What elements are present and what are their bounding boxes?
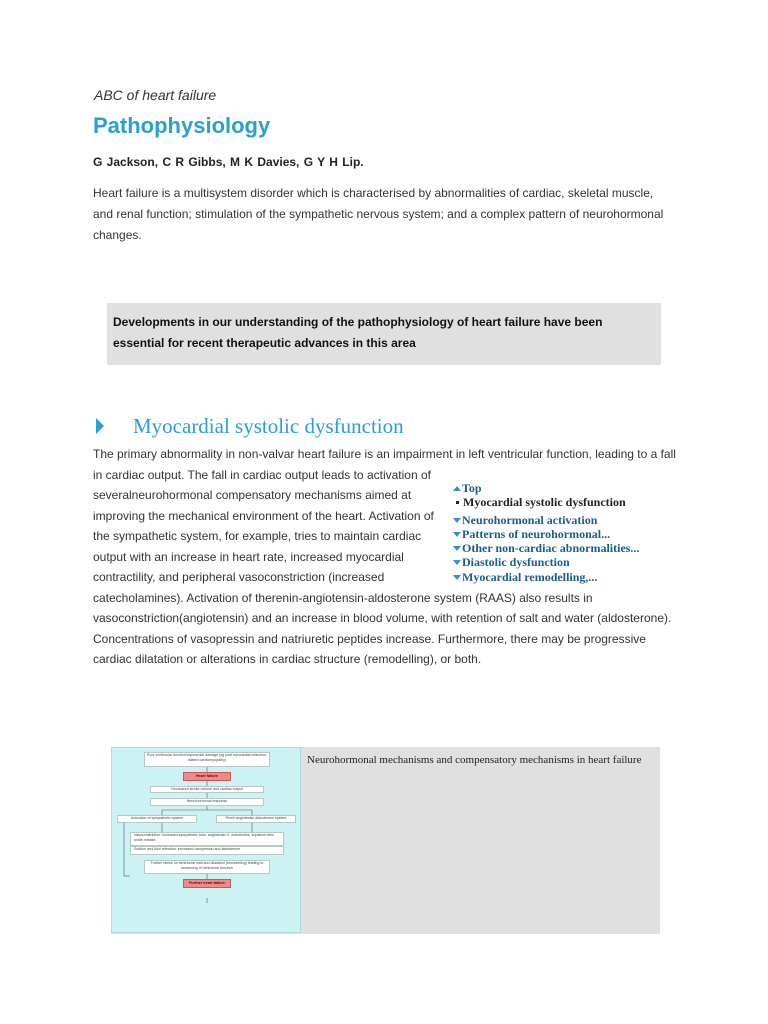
table-of-contents	[453, 481, 639, 584]
arrow-down-icon	[453, 532, 461, 537]
arrow-up-icon	[453, 486, 461, 491]
flow-sodium-retention: Sodium and fluid retention: increased vasopressin and aldosterone	[130, 846, 284, 855]
flow-further-stress: Further stress on ventricular wall and dilatation (remodelling) leading to worsening of ventricular function	[144, 860, 270, 874]
flow-sympathetic: Activation of sympathetic system	[117, 815, 197, 823]
callout-text: Developments in our understanding of the pathophysiology of heart failure have been essential for recent therapeutic advances in this area	[113, 315, 603, 350]
toc-link-remodelling[interactable]: Myocardial remodelling,...	[453, 570, 639, 584]
toc-link-diastolic[interactable]: Diastolic dysfunction	[453, 555, 639, 569]
flow-vasoconstriction: Vasoconstriction: increased sympathetic tone, angiotensin II, endothelins, impaired nitric oxide release	[130, 832, 284, 846]
flowchart-figure[interactable]	[111, 747, 301, 933]
page-title: Pathophysiology	[93, 113, 271, 138]
intro-paragraph: Heart failure is a multisystem disorder which is characterised by abnormalities of cardiac, skeletal muscle, and renal function; stimulation of the sympathetic nervous system; and a complex pattern of neurohormonal changes.	[93, 186, 664, 242]
toc-link-other[interactable]: Other non-cardiac abnormalities...	[453, 541, 639, 555]
section-body-text: The primary abnormality in non-valvar heart failure is an impairment in left ventricular function, leading to a fall in cardiac output. The fall in cardiac output leads to activation of severalneurohormonal compensatory mechanisms aimed at improving the mechanical environment of the heart. Activation of the sympathetic system, for example, tries to maintain cardiac output with an increase in heart rate, increased myocardial contractility, and peripheral vasoconstriction (increased catecholamines). Activation of therenin-angiotensin-aldosterone system (RAAS) also results in vasoconstriction(angiotensin) and an increase in blood volume, with retention of salt and water (aldosterone). Concentrations of vasopressin and natriuretic peptides increase. Furthermore, there may be progressive cardiac dilatation or alterations in cardiac structure (remodelling), or both.	[93, 447, 676, 666]
toc-link-patterns[interactable]: Patterns of neurohormonal...	[453, 527, 639, 541]
flow-heart-failure: Heart failure	[183, 772, 231, 781]
authors: G Jackson, C R Gibbs, M K Davies, G Y H Lip.	[93, 155, 364, 169]
section-title: Myocardial systolic dysfunction	[133, 414, 404, 438]
arrow-down-icon	[453, 560, 461, 565]
flow-decreased-output: Decreased stroke volume and cardiac output	[150, 786, 264, 793]
toc-link-neurohormonal[interactable]: Neurohormonal activation	[453, 513, 639, 527]
toc-top-link[interactable]: Top	[453, 481, 639, 495]
arrow-down-icon	[453, 518, 461, 523]
flow-further-heart-failure: Further heart failure	[183, 879, 231, 888]
section-arrow-icon[interactable]	[96, 418, 104, 434]
series-title: ABC of heart failure	[94, 87, 217, 103]
callout-box	[107, 303, 661, 365]
flow-neuro-response: Neurohormonal response	[150, 798, 264, 806]
flow-damage: Poor ventricular function/myocardial damage (eg post myocardial infarction, dilated cardiomyopathy)	[144, 752, 270, 767]
figure-caption: Neurohormonal mechanisms and compensatory mechanisms in heart failure	[307, 754, 642, 766]
bullet-icon	[456, 501, 459, 504]
arrow-down-icon	[453, 546, 461, 551]
flow-renin: Renin angiotensin aldosterone system	[216, 815, 296, 823]
arrow-down-icon	[453, 575, 461, 580]
toc-current-item: Myocardial systolic dysfunction	[453, 495, 639, 509]
